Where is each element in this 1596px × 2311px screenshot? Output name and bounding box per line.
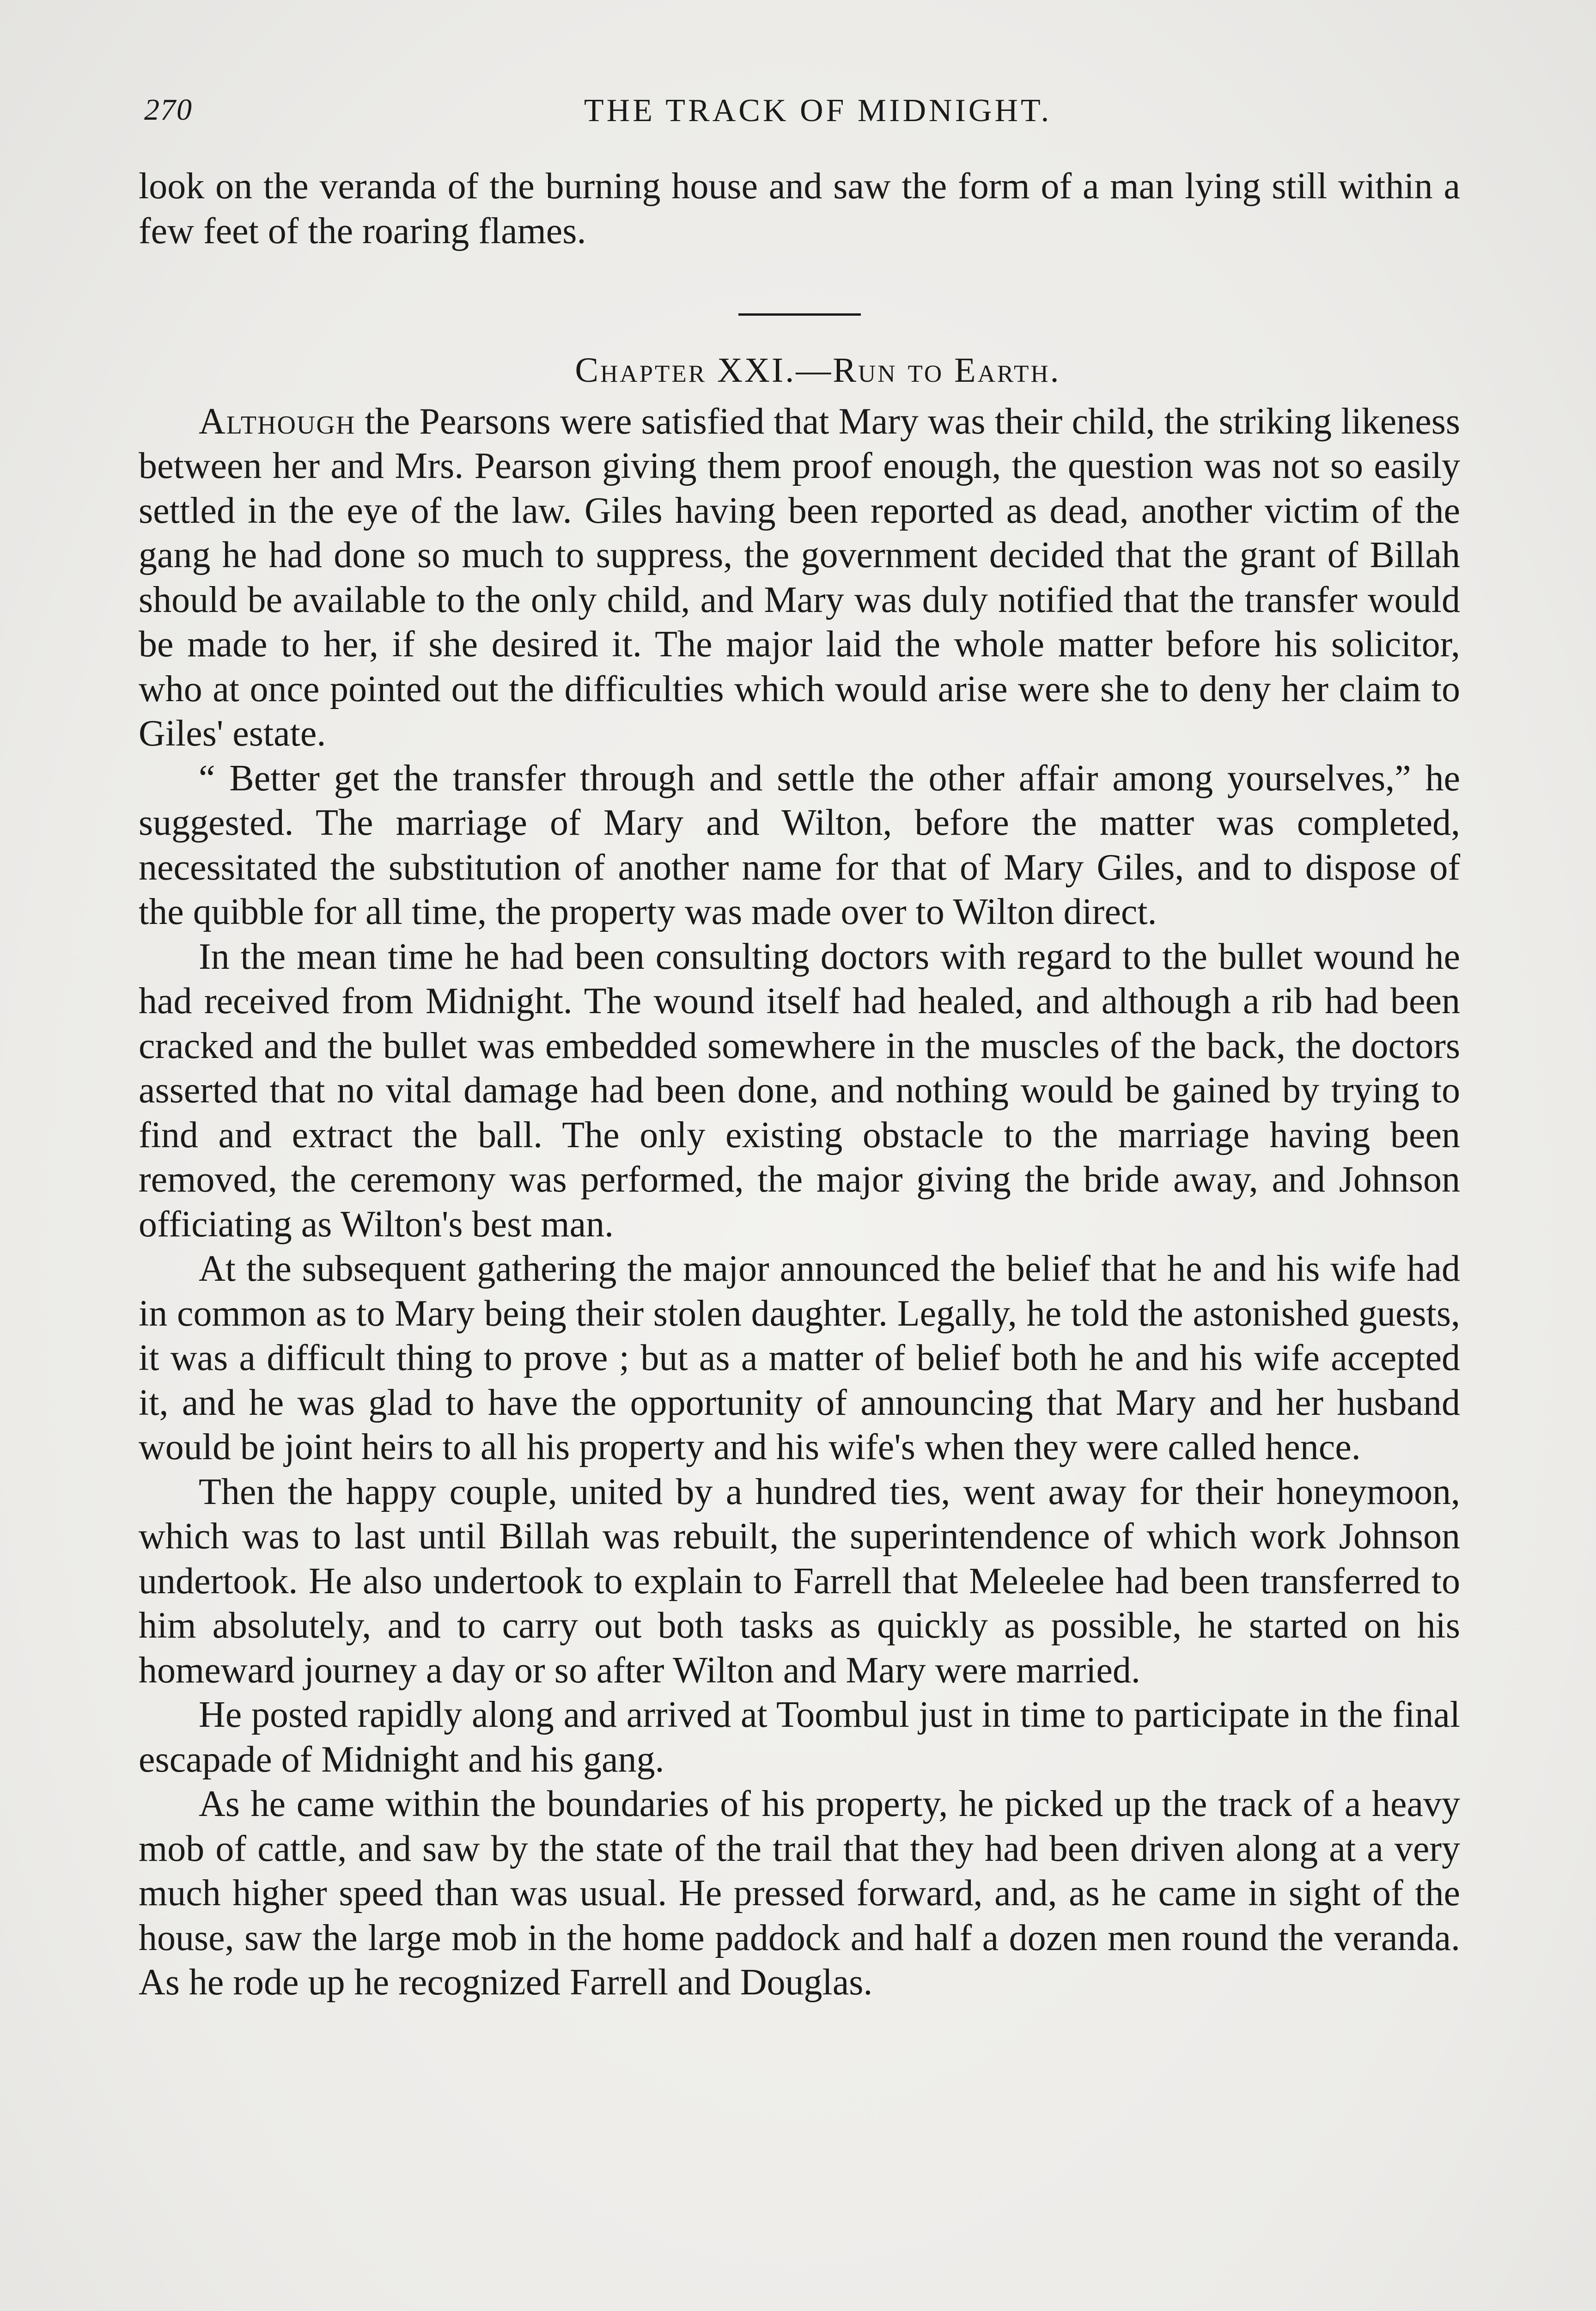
- paragraph: “ Better get the transfer through and settle the other affair among yourselves,” he suggested. The marriage of Mary and Wilton, before the matter was completed, necessitated the substitution of another name for that of Mary Giles, and to dispose of the quibble for all time, the property was made over to Wilton direct.: [139, 758, 1460, 932]
- paragraph-text: the Pearsons were satisfied that Mary was their child, the striking likeness between her and Mrs. Pearson giving them proof enough, the question was not so easily settled in the eye of the law. Giles having been reported as dead, another victim of the gang he had done so much to suppress, the government decided that the grant of Billah should be available to the only child, and Mary was duly notified that the transfer would be made to her, if she desired it. The major laid the whole matter before his solicitor, who at once pointed out the difficulties which would arise were she to deny her claim to Giles' estate.: [139, 401, 1460, 754]
- running-title: THE TRACK OF MIDNIGHT.: [584, 93, 1052, 128]
- paragraph: At the subsequent gathering the major announced the belief that he and his wife had in common as to Mary being their stolen daughter. Legally, he told the astonished guests, it was a difficult thing to prove ; but as a matter of belief both he and his wife accepted it, and he was glad to have the opportunity of announcing that Mary and her husband would be joint heirs to all his property and his wife's when they were called hence.: [139, 1248, 1460, 1467]
- continuation-paragraph: look on the veranda of the burning house and saw the form of a man lying still within a few feet of the roaring flames.: [139, 166, 1460, 251]
- section-divider: [738, 313, 861, 316]
- page-number: 270: [144, 93, 193, 127]
- chapter-heading: Chapter XXI.—Run to Earth.: [575, 351, 1061, 390]
- paragraph: He posted rapidly along and arrived at Toombul just in time to participate in the final escapade of Midnight and his gang.: [139, 1694, 1460, 1780]
- paragraph: [139, 399, 1460, 756]
- paragraph: Then the happy couple, united by a hundred ties, went away for their honeymoon, which was to last until Billah was rebuilt, the superintendence of which work Johnson undertook. He also undertook to explain to Farrell that Meleelee had been transferred to him absolutely, and to carry out both tasks as quickly as possible, he started on his homeward journey a day or so after Wilton and Mary were married.: [139, 1471, 1460, 1691]
- paragraph: In the mean time he had been consulting doctors with regard to the bullet wound he had received from Midnight. The wound itself had healed, and although a rib had been cracked and the bullet was embedded somewhere in the muscles of the back, the doctors asserted that no vital damage had been done, and nothing would be gained by trying to find and extract the ball. The only existing obstacle to the marriage having been removed, the ceremony was performed, the major giving the bride away, and Johnson officiating as Wilton's best man.: [139, 936, 1460, 1245]
- paragraph-opening-words: Although: [199, 401, 356, 442]
- paragraph: As he came within the boundaries of his property, he picked up the track of a heavy mob of cattle, and saw by the state of the trail that they had been driven along at a very much higher speed than was usual. He pressed forward, and, as he came in sight of the house, saw the large mob in the home paddock and half a dozen men round the veranda. As he rode up he recognized Farrell and Douglas.: [139, 1784, 1460, 2003]
- page-header: [139, 92, 1469, 143]
- page-body: [139, 164, 1460, 2005]
